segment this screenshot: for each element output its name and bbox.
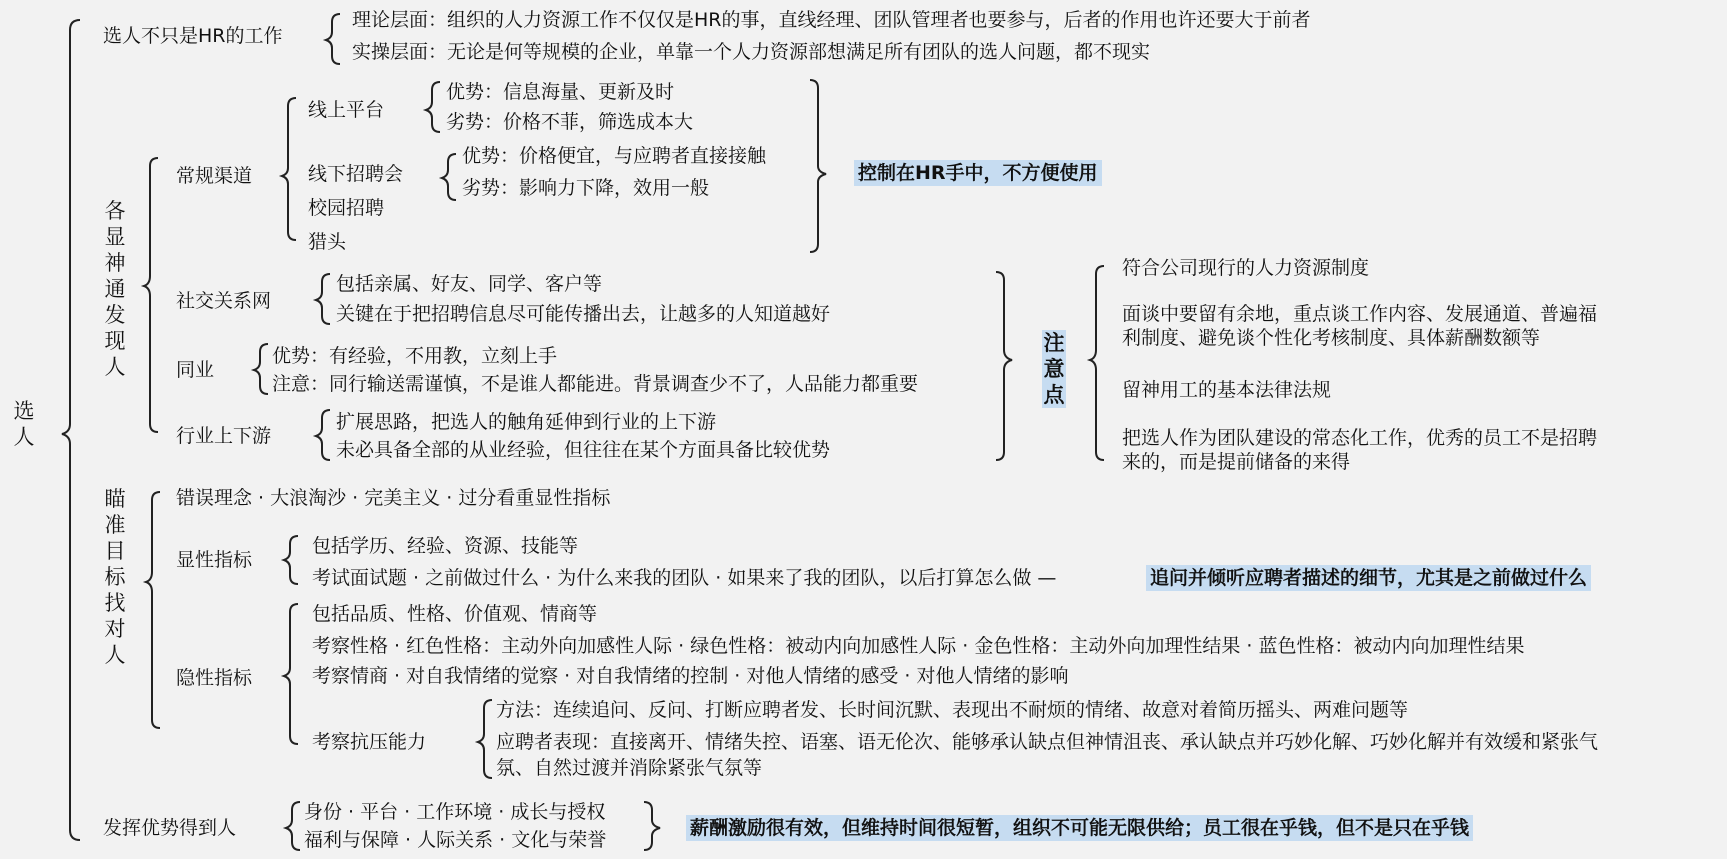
chain-item-1: 扩展思路，把选人的触角延伸到行业的上下游 bbox=[336, 411, 717, 433]
social-item-1: 包括亲属、好友、同学、客户等 bbox=[336, 273, 603, 295]
implicit-item-3: 考察情商 · 对自我情绪的觉察 · 对自我情绪的控制 · 对他人情绪的感受 · 对他人情绪的影响 bbox=[312, 665, 1069, 687]
stress-behavior-a: 应聘者表现：直接离开、情绪失控、语塞、语无伦次、能够承认缺点但神情沮丧、承认缺点并巧妙化解、巧妙化解并有效缓和紧张气 bbox=[496, 731, 1599, 753]
s4-note: 薪酬激励很有效，但维持时间很短暂，组织不可能无限供给；员工很在乎钱，但不是只在乎钱 bbox=[686, 816, 1473, 840]
channels-bracket bbox=[282, 98, 296, 240]
attention-item-2b: 利制度、避免谈个性化考核制度、具体薪酬数额等 bbox=[1122, 327, 1541, 349]
explicit-bracket bbox=[284, 536, 298, 584]
s1-item-practice: 实操层面：无论是何等规模的企业，单靠一个人力资源部想满足所有团队的选人问题，都不现实 bbox=[352, 41, 1151, 63]
s4-right-bracket bbox=[644, 802, 660, 850]
root-label: 选人 bbox=[13, 399, 35, 449]
attention-item-1: 符合公司现行的人力资源制度 bbox=[1122, 257, 1370, 279]
s2-title: 各显神通发现人 bbox=[104, 199, 126, 379]
online-label: 线上平台 bbox=[308, 99, 385, 121]
stress-label: 考察抗压能力 bbox=[312, 731, 427, 753]
campus-label: 校园招聘 bbox=[308, 197, 385, 219]
stress-behavior-b: 氛、自然过渡并消除紧张气氛等 bbox=[496, 757, 763, 779]
peer-pro: 优势：有经验，不用教，立刻上手 bbox=[272, 345, 558, 367]
wrong-concept: 错误理念 · 大浪淘沙 · 完美主义 · 过分看重显性指标 bbox=[176, 487, 611, 509]
attention-item-4b: 来的，而是提前储备的来得 bbox=[1122, 451, 1351, 473]
attention-bracket bbox=[1090, 266, 1104, 460]
stress-method: 方法：连续追问、反问、打断应聘者发、长时间沉默、表现出不耐烦的情绪、故意对着简历摇头、两难问题等 bbox=[496, 699, 1409, 721]
s3-bracket bbox=[146, 492, 160, 728]
s1-item-theory: 理论层面：组织的人力资源工作不仅仅是HR的事，直线经理、团队管理者也要参与，后者的作用也许还要大于前者 bbox=[352, 9, 1311, 31]
explicit-item-2: 考试面试题 · 之前做过什么 · 为什么来我的团队 · 如果来了我的团队，以后打算怎么做 — bbox=[312, 567, 1057, 589]
online-con: 劣势：价格不菲，筛选成本大 bbox=[446, 111, 694, 133]
explicit-note: 追问并倾听应聘者描述的细节，尤其是之前做过什么 bbox=[1146, 566, 1591, 590]
channels-note: 控制在HR手中，不方便使用 bbox=[854, 161, 1102, 185]
root-bracket bbox=[62, 20, 80, 840]
s4-title: 发挥优势得到人 bbox=[103, 817, 237, 839]
offline-label: 线下招聘会 bbox=[308, 163, 404, 185]
attention-left-bracket bbox=[996, 272, 1012, 460]
peer-label: 同业 bbox=[176, 359, 215, 381]
channels-right-bracket bbox=[810, 80, 826, 252]
social-bracket bbox=[316, 274, 330, 324]
attention-label: 注意点 bbox=[1043, 331, 1065, 407]
social-label: 社交关系网 bbox=[176, 290, 272, 312]
chain-label: 行业上下游 bbox=[176, 425, 272, 447]
offline-con: 劣势：影响力下降，效用一般 bbox=[462, 177, 710, 199]
implicit-label: 隐性指标 bbox=[176, 667, 253, 689]
online-pro: 优势：信息海量、更新及时 bbox=[446, 81, 675, 103]
s4-item-2: 福利与保障 · 人际关系 · 文化与荣誉 bbox=[304, 829, 607, 851]
explicit-item-1: 包括学历、经验、资源、技能等 bbox=[312, 535, 579, 557]
online-bracket bbox=[426, 82, 440, 132]
attention-item-2a: 面谈中要留有余地，重点谈工作内容、发展通道、普遍福 bbox=[1122, 303, 1598, 325]
peer-bracket bbox=[254, 344, 268, 394]
s1-title: 选人不只是HR的工作 bbox=[103, 25, 283, 47]
stress-bracket bbox=[478, 700, 492, 778]
s2-bracket bbox=[144, 158, 158, 432]
s3-title: 瞄准目标找对人 bbox=[104, 487, 126, 667]
channels-label: 常规渠道 bbox=[176, 165, 253, 187]
explicit-label: 显性指标 bbox=[176, 549, 253, 571]
s4-bracket bbox=[286, 802, 300, 850]
offline-pro: 优势：价格便宜，与应聘者直接接触 bbox=[462, 145, 767, 167]
implicit-bracket bbox=[284, 604, 298, 744]
chain-item-2: 未必具备全部的从业经验，但往往在某个方面具备比较优势 bbox=[336, 439, 831, 461]
chain-bracket bbox=[316, 410, 330, 460]
peer-note: 注意：同行输送需谨慎，不是谁人都能进。背景调查少不了，人品能力都重要 bbox=[272, 373, 919, 395]
implicit-item-1: 包括品质、性格、价值观、情商等 bbox=[312, 603, 598, 625]
s1-bracket bbox=[326, 14, 340, 64]
s4-item-1: 身份 · 平台 · 工作环境 · 成长与授权 bbox=[304, 801, 606, 823]
social-item-2: 关键在于把招聘信息尽可能传播出去，让越多的人知道越好 bbox=[336, 303, 831, 325]
offline-bracket bbox=[442, 154, 456, 200]
attention-item-3: 留神用工的基本法律法规 bbox=[1122, 379, 1332, 401]
implicit-item-2: 考察性格 · 红色性格：主动外向加感性人际 · 绿色性格：被动内向加感性人际 · 金色性格：主动外向加理性结果 · 蓝色性格：被动内向加理性结果 bbox=[312, 635, 1525, 657]
attention-item-4a: 把选人作为团队建设的常态化工作，优秀的员工不是招聘 bbox=[1122, 427, 1598, 449]
headhunter-label: 猎头 bbox=[308, 231, 347, 253]
